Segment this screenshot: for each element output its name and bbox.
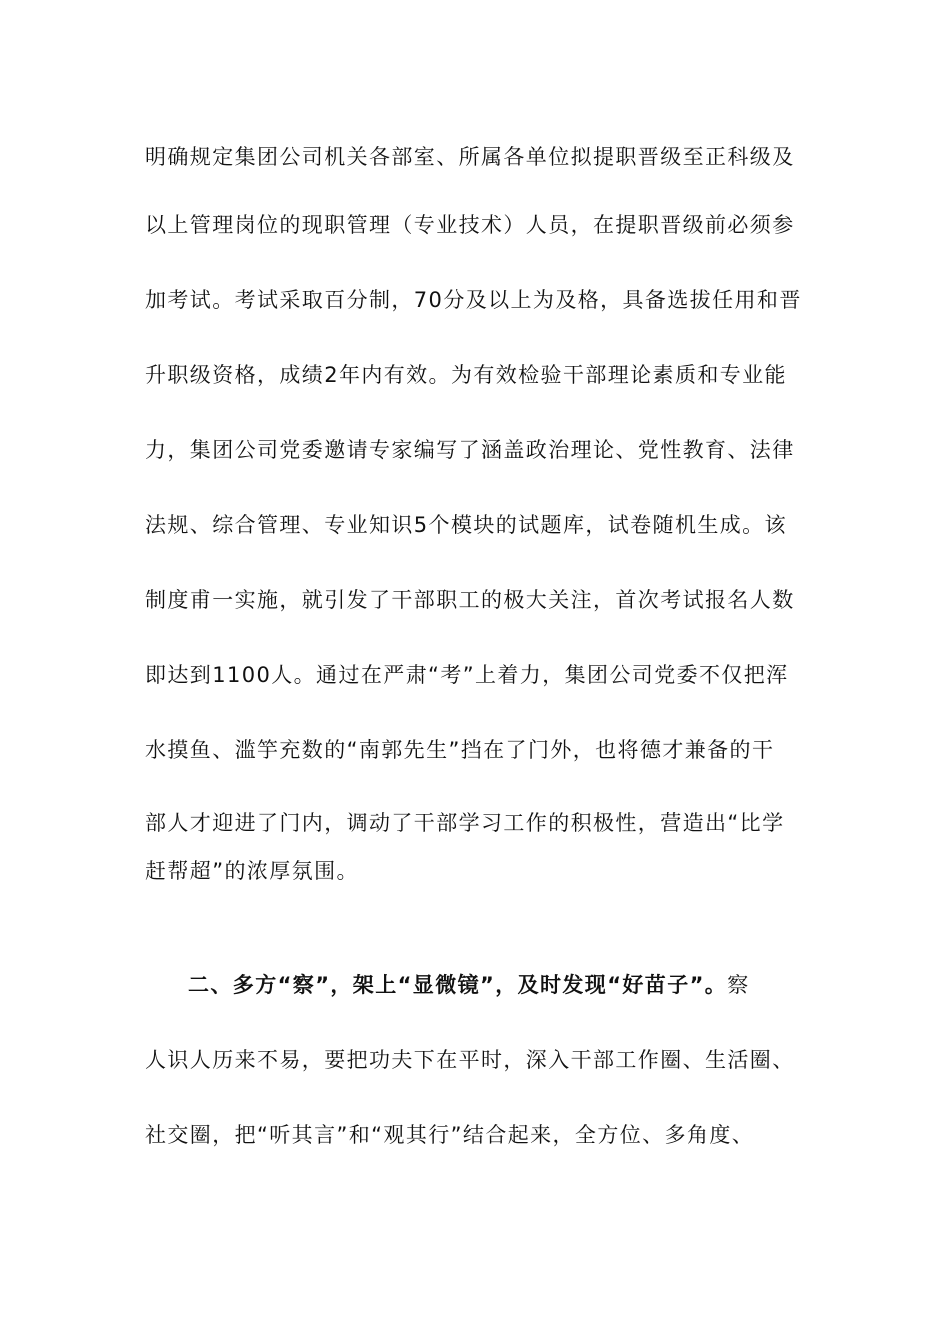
text-line: 赶帮超”的浓厚氛围。 — [145, 859, 359, 883]
text-line: 部人才迎进了门内，调动了干部学习工作的积极性，营造出“比学 — [145, 811, 785, 835]
text-line: 升职级资格，成绩2年内有效。为有效检验干部理论素质和专业能 — [145, 363, 787, 387]
section-heading: 二、多方“察”，架上“显微镜”，及时发现“好苗子”。 — [188, 973, 728, 997]
section-heading-line — [188, 965, 808, 1005]
text-line: 人识人历来不易，要把功夫下在平时，深入干部工作圈、生活圈、 — [145, 1048, 795, 1072]
heading-line-tail: 察 — [727, 973, 750, 997]
text-line: 力，集团公司党委邀请专家编写了涵盖政治理论、党性教育、法律 — [145, 438, 795, 462]
text-line: 加考试。考试采取百分制，70分及以上为及格，具备选拔任用和晋 — [145, 288, 802, 312]
text-line: 制度甫一实施，就引发了干部职工的极大关注，首次考试报名人数 — [145, 588, 795, 612]
text-line: 明确规定集团公司机关各部室、所属各单位拟提职晋级至正科级及 — [145, 145, 795, 169]
text-line: 即达到1100人。通过在严肃“考”上着力，集团公司党委不仅把浑 — [145, 663, 789, 687]
text-line: 社交圈，把“听其言”和“观其行”结合起来，全方位、多角度、 — [145, 1123, 755, 1147]
text-line: 水摸鱼、滥竽充数的“南郭先生”挡在了门外，也将德才兼备的干 — [145, 738, 775, 762]
text-line: 以上管理岗位的现职管理（专业技术）人员，在提职晋级前必须参 — [145, 213, 795, 237]
text-line: 法规、综合管理、专业知识5个模块的试题库，试卷随机生成。该 — [145, 513, 787, 537]
